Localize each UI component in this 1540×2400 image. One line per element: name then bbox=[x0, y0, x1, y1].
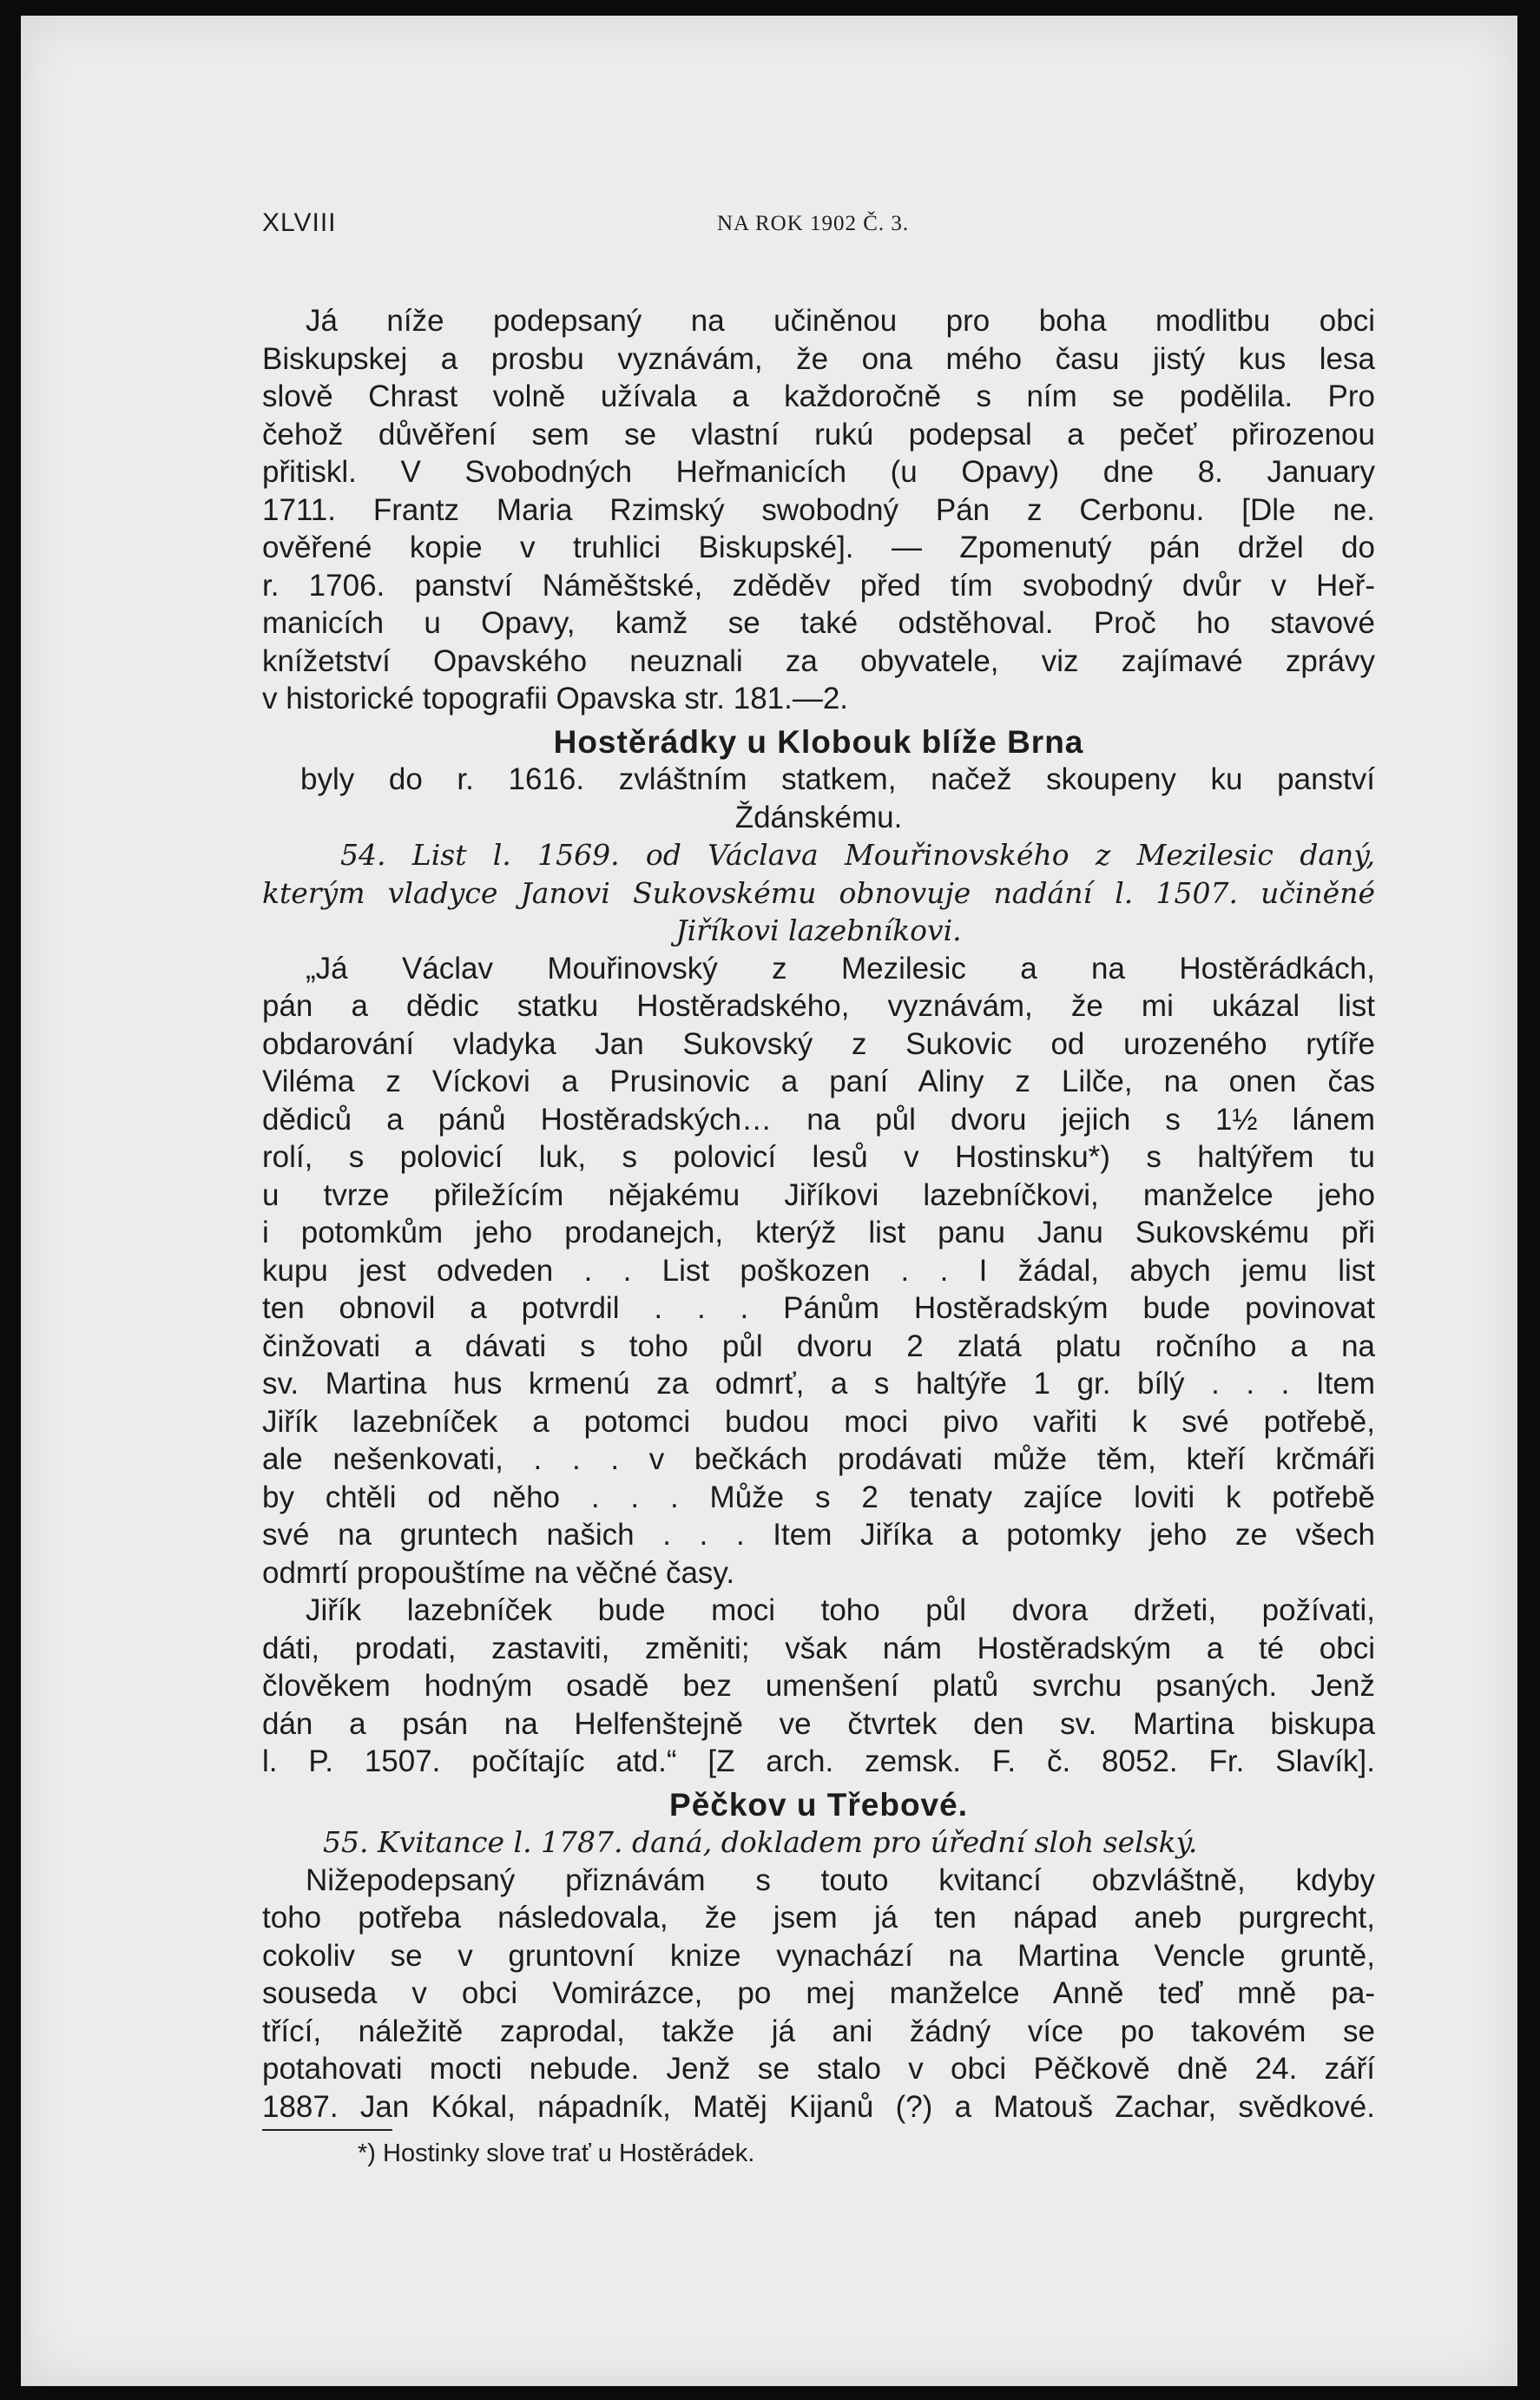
text-line: potahovati mocti nebude. Jenž se stalo v obci Pěčkově dně 24. září bbox=[262, 2052, 1375, 2086]
text-line: rolí, s polovicí luk, s polovicí lesů v Hostinsku*) s haltýřem tu bbox=[262, 1140, 1375, 1174]
paragraph-receipt bbox=[262, 1862, 1375, 2126]
footnote-divider bbox=[262, 2129, 392, 2131]
text-line: i potomkům jeho prodanejch, kterýž list panu Janu Sukovskému při bbox=[262, 1216, 1375, 1249]
page-number: XLVIII bbox=[262, 208, 337, 237]
paragraph-charter-2 bbox=[262, 1592, 1375, 1781]
text-line: Nižepodepsaný přiznávám s touto kvitancí obzvláštně, kdyby bbox=[306, 1863, 1375, 1897]
text-line: by chtěli od něho . . . Může s 2 tenaty zajíce loviti k potřebě bbox=[262, 1480, 1375, 1514]
text-line: Biskupskej a prosbu vyznávám, že ona mého času jistý kus lesa bbox=[262, 341, 1375, 376]
document-title: kterým vladyce Janovi Sukovskému obnovuje nadání l. 1507. učiněné bbox=[262, 875, 1375, 910]
text-line: čehož důvěření sem se vlastní rukú podepsal a pečeť přirozenou bbox=[262, 417, 1375, 452]
footnote: *) Hostinky slove trať u Hostěrádek. bbox=[358, 2140, 755, 2167]
text-line: odmrtí propouštíme na věčné časy. bbox=[262, 1555, 735, 1590]
text-line: ověřené kopie v truhlici Biskupské]. — Zpomenutý pán držel do bbox=[262, 531, 1375, 564]
text-line: „Já Václav Mouřinovský z Mezilesic a na Hostěrádkách, bbox=[306, 951, 1375, 986]
text-line: Jiřík lazebníček a potomci budou moci pivo vařiti k své potřebě, bbox=[262, 1404, 1375, 1439]
section-heading-hosteradky: Hostěrádky u Klobouk blíže Brna bbox=[553, 723, 1084, 760]
text-line: ten obnovil a potvrdil . . . Pánům Hostěradským bude povinovat bbox=[262, 1291, 1375, 1325]
section-heading-peckov: Pěčkov u Třebové. bbox=[669, 1786, 968, 1823]
text-line: dán a psán na Helfenštejně ve čtvrtek den sv. Martina biskupa bbox=[262, 1706, 1375, 1741]
text-line: toho potřeba následovala, že jsem já ten nápad aneb purgrecht, bbox=[262, 1901, 1375, 1935]
text-line: Viléma z Víckovi a Prusinovic a paní Aliny z Lilče, na onen čas bbox=[262, 1065, 1375, 1098]
text-line: pán a dědic statku Hostěradského, vyznávám, že mi ukázal list bbox=[262, 989, 1375, 1023]
section-intro: Ždánskému. bbox=[734, 800, 903, 834]
section-intro: byly do r. 1616. zvláštním statkem, načež skoupeny ku panství bbox=[300, 762, 1375, 796]
document-title: 55. Kvitance l. 1787. daná, dokladem pro úřední sloh selský. bbox=[323, 1825, 1198, 1859]
text-line: l. P. 1507. počítajíc atd.“ [Z arch. zemsk. F. č. 8052. Fr. Slavík]. bbox=[262, 1744, 1375, 1778]
text-line: své na gruntech našich . . . Item Jiříka a potomky jeho ze všech bbox=[262, 1518, 1375, 1552]
page-header bbox=[262, 208, 1344, 252]
text-line: Já níže podepsaný na učiněnou pro boha modlitbu obci bbox=[306, 304, 1375, 338]
page bbox=[21, 16, 1517, 2386]
text-line: u tvrze přiležícím nějakému Jiříkovi lazebníčkovi, manželce jeho bbox=[262, 1177, 1375, 1212]
text-line: ale nešenkovati, . . . v bečkách prodávati může těm, kteří krčmáři bbox=[262, 1442, 1375, 1476]
text-line: dědiců a pánů Hostěradských… na půl dvoru jejich s 1½ lánem bbox=[262, 1102, 1375, 1137]
running-title: NA ROK 1902 Č. 3. bbox=[717, 212, 910, 235]
text-line: cokoliv se v gruntovní knize vynachází na Martina Vencle gruntě, bbox=[262, 1938, 1375, 1973]
text-line: kupu jest odveden . . List poškozen . . I žádal, abych jemu list bbox=[262, 1253, 1375, 1288]
paragraph-1 bbox=[262, 302, 1375, 718]
document-title: Jiříkovi lazebníkovi. bbox=[675, 913, 962, 947]
text-line: r. 1706. panství Náměštské, zděděv před tím svobodný dvůr v Heř- bbox=[262, 568, 1375, 603]
text-line: člověkem hodným osadě bez umenšení platů svrchu psaných. Jenž bbox=[262, 1669, 1375, 1703]
document-title: 54. List l. 1569. od Václava Mouřinovského z Mezilesic daný, bbox=[340, 838, 1375, 872]
text-line: přitiskl. V Svobodných Heřmanicích (u Opavy) dne 8. January bbox=[262, 455, 1375, 489]
text-line: 1887. Jan Kókal, nápadník, Matěj Kijanů (?) a Matouš Zachar, svědkové. bbox=[262, 2089, 1375, 2124]
text-line: Jiřík lazebníček bude moci toho půl dvora držeti, požívati, bbox=[306, 1593, 1375, 1627]
text-line: v historické topografii Opavska str. 181.—2. bbox=[262, 682, 849, 715]
text-line: knížetství Opavského neuznali za obyvatele, viz zajímavé zprávy bbox=[262, 643, 1375, 678]
paragraph-charter bbox=[262, 950, 1375, 1592]
text-line: slově Chrast volně užívala a každoročně s ním se podělila. Pro bbox=[262, 379, 1375, 413]
text-line: dáti, prodati, zastaviti, změniti; však nám Hostěradským a té obci bbox=[262, 1631, 1375, 1665]
text-line: sv. Martina hus krmenú za odmrť, a s haltýře 1 gr. bílý . . . Item bbox=[262, 1367, 1375, 1401]
text-line: činžovati a dávati s toho půl dvoru 2 zlatá platu ročního a na bbox=[262, 1329, 1375, 1363]
text-line: 1711. Frantz Maria Rzimský swobodný Pán z Cerbonu. [Dle ne. bbox=[262, 492, 1375, 527]
page-body bbox=[262, 302, 1375, 2171]
text-line: třící, náležitě zaprodal, takže já ani žádný více po takovém se bbox=[262, 2014, 1375, 2048]
text-line: obdarování vladyka Jan Sukovský z Sukovic od urozeného rytíře bbox=[262, 1026, 1375, 1061]
text-line: manicích u Opavy, kamž se také odstěhoval. Proč ho stavové bbox=[262, 606, 1375, 640]
text-line: souseda v obci Vomirázce, po mej manželce Anně teď mně pa- bbox=[262, 1976, 1375, 2010]
